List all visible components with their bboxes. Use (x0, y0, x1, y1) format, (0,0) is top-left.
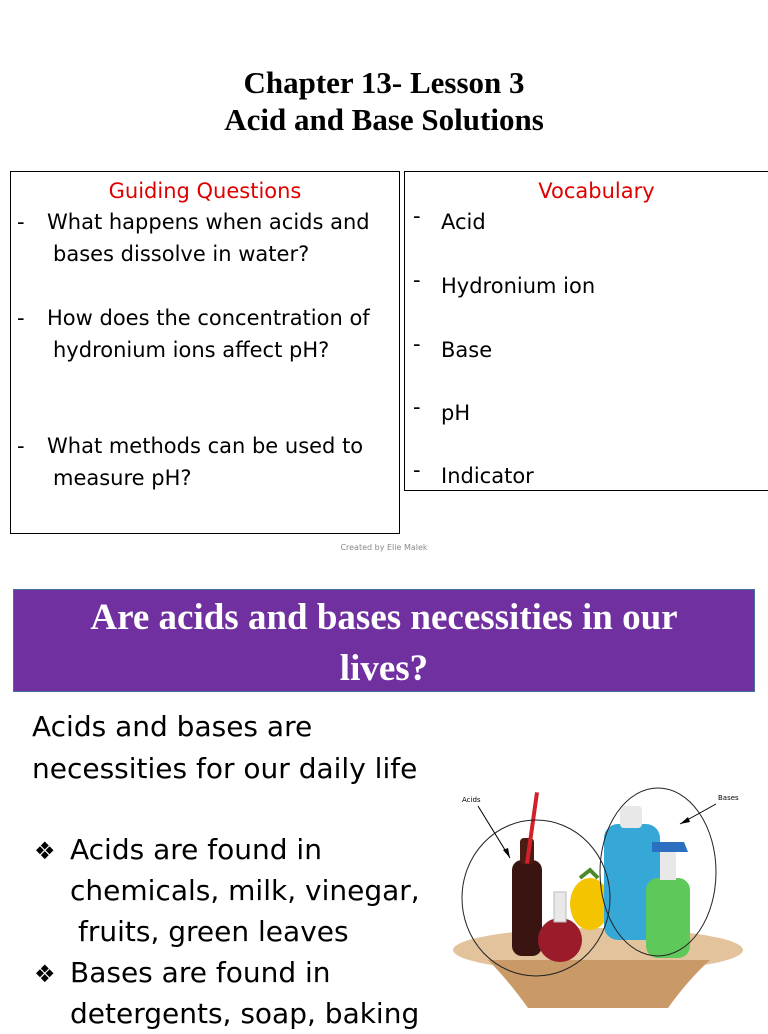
bullet-acids-line-1: Acids are found in (70, 833, 322, 866)
acids-label: Acids (462, 796, 481, 804)
title-line-1: Chapter 13- Lesson 3 (243, 65, 525, 100)
tray-base (488, 960, 710, 1008)
dash: - (17, 306, 25, 330)
vocabulary-header: Vocabulary (538, 179, 655, 203)
lemon-leaf (580, 870, 598, 878)
question-1 (17, 206, 370, 270)
diamond-bullet-icon: ❖ (34, 960, 56, 988)
acids-arrowhead (503, 848, 510, 858)
question-3-line-2: measure pH? (53, 466, 192, 490)
jug-cap (620, 806, 642, 828)
question-2-line-2: hydronium ions affect pH? (53, 338, 330, 362)
banner-line-1: Are acids and bases necessities in our (90, 597, 678, 638)
page-title (0, 64, 768, 138)
bases-label: Bases (718, 794, 739, 802)
guiding-questions-box (10, 171, 400, 534)
vocab-item (413, 206, 486, 238)
dash: - (17, 210, 25, 234)
intro-line-2: necessities for our daily life (32, 752, 418, 785)
vocab-item (413, 460, 534, 492)
bullet-acids-line-3: fruits, green leaves (78, 915, 349, 948)
credit-text: Created by Elie Malek (340, 543, 428, 552)
bullet-bases (34, 952, 331, 995)
wine-flask (538, 918, 582, 962)
cola-bottle (512, 860, 542, 956)
dash: - (413, 395, 421, 419)
title-line-2: Acid and Base Solutions (224, 102, 544, 137)
question-3-line-1: What methods can be used to (47, 434, 364, 458)
dash: - (413, 204, 421, 228)
bullet-bases-line-2: detergents, soap, baking (70, 997, 420, 1030)
question-2 (17, 302, 370, 366)
section-banner (13, 589, 755, 692)
bullet-bases-line-1: Bases are found in (70, 956, 331, 989)
dash: - (17, 434, 25, 458)
question-1-line-1: What happens when acids and (47, 210, 370, 234)
banner-line-2: lives? (339, 648, 429, 689)
vocab-term: pH (441, 401, 471, 425)
vocab-term: Base (441, 338, 493, 362)
question-1-line-2: bases dissolve in water? (53, 242, 310, 266)
bases-arrowhead (680, 817, 690, 824)
diamond-bullet-icon: ❖ (34, 837, 56, 865)
question-2-line-1: How does the concentration of (47, 306, 370, 330)
vocab-item (413, 397, 470, 429)
vocab-term: Hydronium ion (441, 274, 596, 298)
dash: - (413, 332, 421, 356)
bullet-acids-line-2: chemicals, milk, vinegar, (70, 874, 420, 907)
question-3 (17, 430, 363, 494)
vocabulary-box (404, 171, 768, 491)
dash: - (413, 458, 421, 482)
vocab-item (413, 334, 492, 366)
bullet-acids (34, 829, 322, 872)
spray-neck (660, 852, 676, 880)
spray-bottle (646, 878, 690, 958)
dash: - (413, 268, 421, 292)
vocab-term: Acid (441, 210, 486, 234)
intro-line-1: Acids and bases are (32, 710, 313, 743)
vocab-term: Indicator (441, 464, 534, 488)
spray-trigger (652, 842, 688, 852)
flask-neck (554, 892, 566, 922)
guiding-questions-header: Guiding Questions (108, 179, 302, 203)
vocab-item (413, 270, 595, 302)
acids-bases-illustration (448, 780, 748, 1010)
